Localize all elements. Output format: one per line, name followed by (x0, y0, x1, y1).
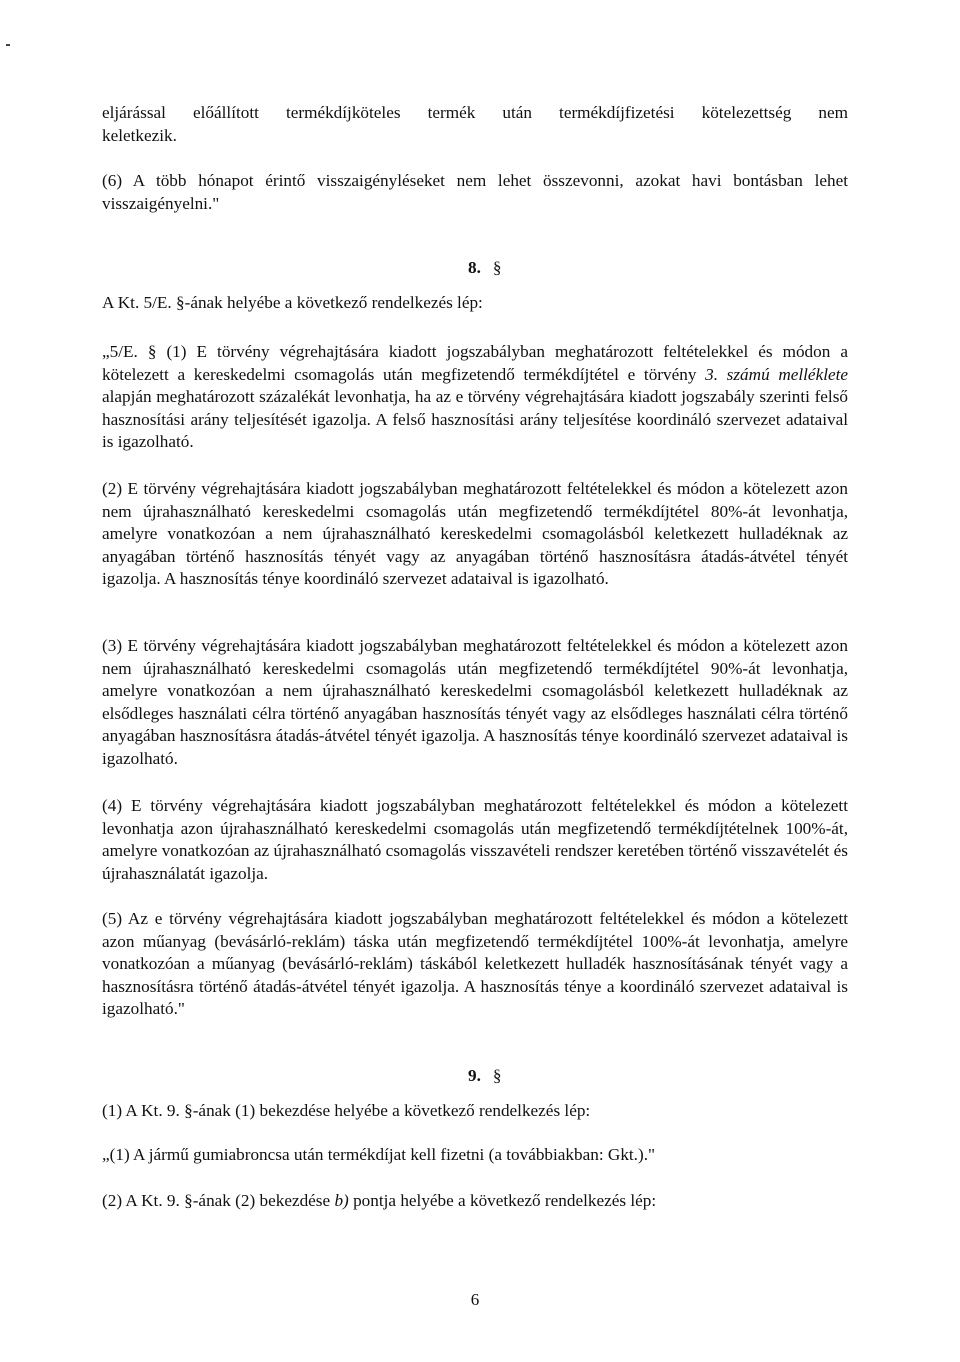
new-5E-paragraph-2: (2) E törvény végrehajtására kiadott jogszabályban meghatározott feltételekkel és módon a kötelezett azon nem újrahasználható kereskedelmi csomagolás után megfizetendő termékdíjtétel 80%-át levonhatja, amelyre vonatkozóan a nem újrahasználható kereskedelmi csomagolásból keletkezett hulladéknak az anyagában történő hasznosítás tényét vagy az anyagában történő hasznosításra átadás-átvétel tényét igazolja. A hasznosítás ténye koordináló szervezet adataival is igazolható. (102, 479, 848, 589)
intro-line-2: keletkezik. (102, 125, 177, 145)
intro-line-1: eljárással előállított termékdíjköteles termék után termékdíjfizetési kötelezettség nem (102, 103, 848, 122)
section-9-quote: „(1) A jármű gumiabroncsa után termékdíjat kell fizetni (a továbbiakban: Gkt.)." (102, 1145, 656, 1164)
scan-mark (6, 44, 10, 46)
section-9-paragraph-1: (1) A Kt. 9. §-ának (1) bekezdése helyébe a következő rendelkezés lép: (102, 1101, 591, 1120)
section-9-heading (468, 1066, 501, 1086)
point-b-reference: b) (334, 1191, 349, 1210)
p1-text-end: alapján meghatározott százalékát levonhatja, ha az e törvény végrehajtására kiadott jogszabály szerinti felső hasznosítási arány teljesítését igazolja. A felső hasznosítási arány teljesítése koordináló szervezet adataival is igazolható. (102, 387, 848, 452)
section-symbol: § (492, 258, 502, 277)
section-9-paragraph-2 (102, 1190, 848, 1213)
p2-text-start: (2) A Kt. 9. §-ának (2) bekezdése (102, 1191, 335, 1210)
section-8-heading (468, 258, 501, 278)
p1-text-start: „5/E. § (1) E törvény végrehajtására kiadott jogszabályban meghatározott feltételekkel és módon a kötelezett a kereskedelmi csomagolás után megfizetendő termékdíjtétel e törvény (102, 342, 848, 384)
section-8-number: 8. (468, 258, 481, 277)
section-8-intro: A Kt. 5/E. §-ának helyébe a következő rendelkezés lép: (102, 293, 483, 312)
new-5E-paragraph-4: (4) E törvény végrehajtására kiadott jogszabályban meghatározott feltételekkel és módon a kötelezett levonhatja azon újrahasználható kereskedelmi csomagolás után megfizetendő termékdíjtételnek 100%-át, amelyre vonatkozóan az újrahasználható csomagolás visszavételi rendszer keretében történő visszavételét és újrahasználatát igazolja. (102, 796, 848, 883)
new-5E-paragraph-3: (3) E törvény végrehajtására kiadott jogszabályban meghatározott feltételekkel és módon a kötelezett azon nem újrahasználható kereskedelmi csomagolás után megfizetendő termékdíjtétel 90%-át levonhatja, amelyre vonatkozóan a nem újrahasználható kereskedelmi csomagolásból keletkezett hulladéknak az elsődleges használati célra történő anyagában hasznosítás tényét vagy az elsődleges használati célra történő anyagában hasznosításra átadás-átvétel tényét igazolja. A hasznosítás ténye koordináló szervezet adataival is igazolható. (102, 636, 848, 768)
section-symbol: § (492, 1066, 502, 1085)
page-number: 6 (470, 1290, 480, 1309)
intro-paragraph (102, 102, 848, 147)
new-5E-paragraph-1 (102, 341, 848, 454)
p2-text-end: pontja helyébe a következő rendelkezés lép: (348, 1191, 657, 1210)
annex-reference: 3. számú melléklete (705, 364, 849, 384)
paragraph-6: (6) A több hónapot érintő visszaigényléseket nem lehet összevonni, azokat havi bontásban lehet visszaigényelni." (102, 171, 848, 213)
section-9-number: 9. (468, 1066, 481, 1085)
new-5E-paragraph-5: (5) Az e törvény végrehajtására kiadott jogszabályban meghatározott feltételekkel és módon a kötelezett azon műanyag (bevásárló-reklám) táska után megfizetendő termékdíjtétel 100%-át levonhatja, amelyre vonatkozóan a műanyag (bevásárló-reklám) táskából keletkezett hulladék hasznosításának tényét vagy a hasznosításra történő átadás-átvétel tényét igazolja. A hasznosítás ténye a koordináló szervezet adataival is igazolható." (102, 909, 848, 1019)
